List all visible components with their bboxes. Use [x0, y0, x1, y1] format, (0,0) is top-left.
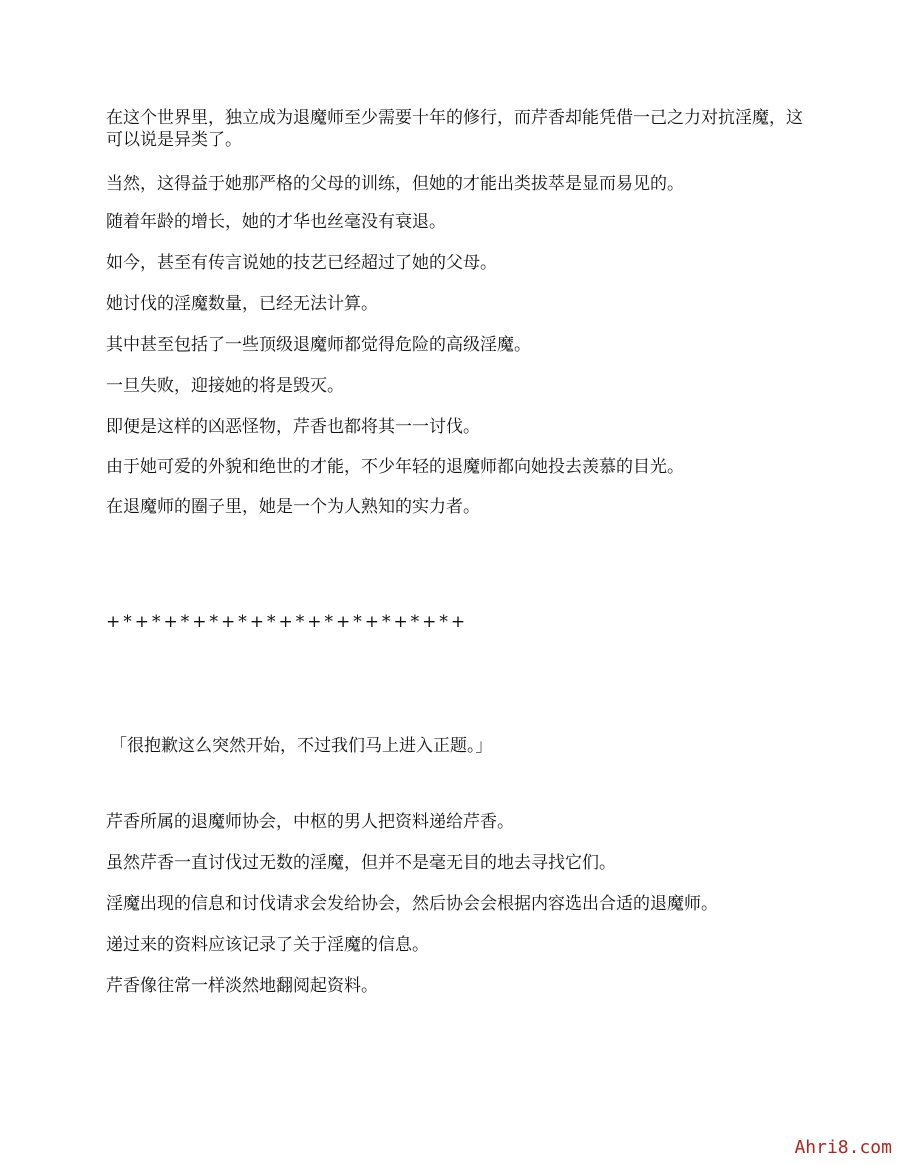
paragraph: 芹香像往常一样淡然地翻阅起资料。	[106, 976, 378, 996]
paragraph: 其中甚至包括了一些顶级退魔师都觉得危险的高级淫魔。	[106, 335, 531, 355]
paragraph: 当然，这得益于她那严格的父母的训练，但她的才能出类拔萃是显而易见的。	[106, 174, 684, 194]
paragraph: 在这个世界里，独立成为退魔师至少需要十年的修行，而芹香却能凭借一己之力对抗淫魔，这可以说是异类了。	[106, 108, 803, 150]
dialogue-line: 「很抱歉这么突然开始，不过我们马上进入正题。」	[110, 736, 493, 756]
paragraph: 随着年龄的增长，她的才华也丝毫没有衰退。	[106, 212, 446, 232]
paragraph: 一旦失败，迎接她的将是毁灭。	[106, 376, 344, 396]
paragraph: 递过来的资料应该记录了关于淫魔的信息。	[106, 935, 429, 955]
paragraph: 即便是这样的凶恶怪物，芹香也都将其一一讨伐。	[106, 417, 480, 437]
paragraph: 由于她可爱的外貌和绝世的才能，不少年轻的退魔师都向她投去羡慕的目光。	[106, 457, 684, 477]
paragraph: 在退魔师的圈子里，她是一个为人熟知的实力者。	[106, 497, 480, 517]
paragraph: 如今，甚至有传言说她的技艺已经超过了她的父母。	[106, 253, 497, 273]
paragraph: 她讨伐的淫魔数量，已经无法计算。	[106, 294, 378, 314]
section-separator: +*+*+*+*+*+*+*+*+*+*+*+*+	[106, 612, 469, 632]
watermark: Ahri8.com	[794, 1137, 892, 1158]
paragraph: 虽然芹香一直讨伐过无数的淫魔，但并不是毫无目的地去寻找它们。	[106, 853, 616, 873]
paragraph: 淫魔出现的信息和讨伐请求会发给协会，然后协会会根据内容选出合适的退魔师。	[106, 894, 718, 914]
paragraph: 芹香所属的退魔师协会，中枢的男人把资料递给芹香。	[106, 812, 514, 832]
